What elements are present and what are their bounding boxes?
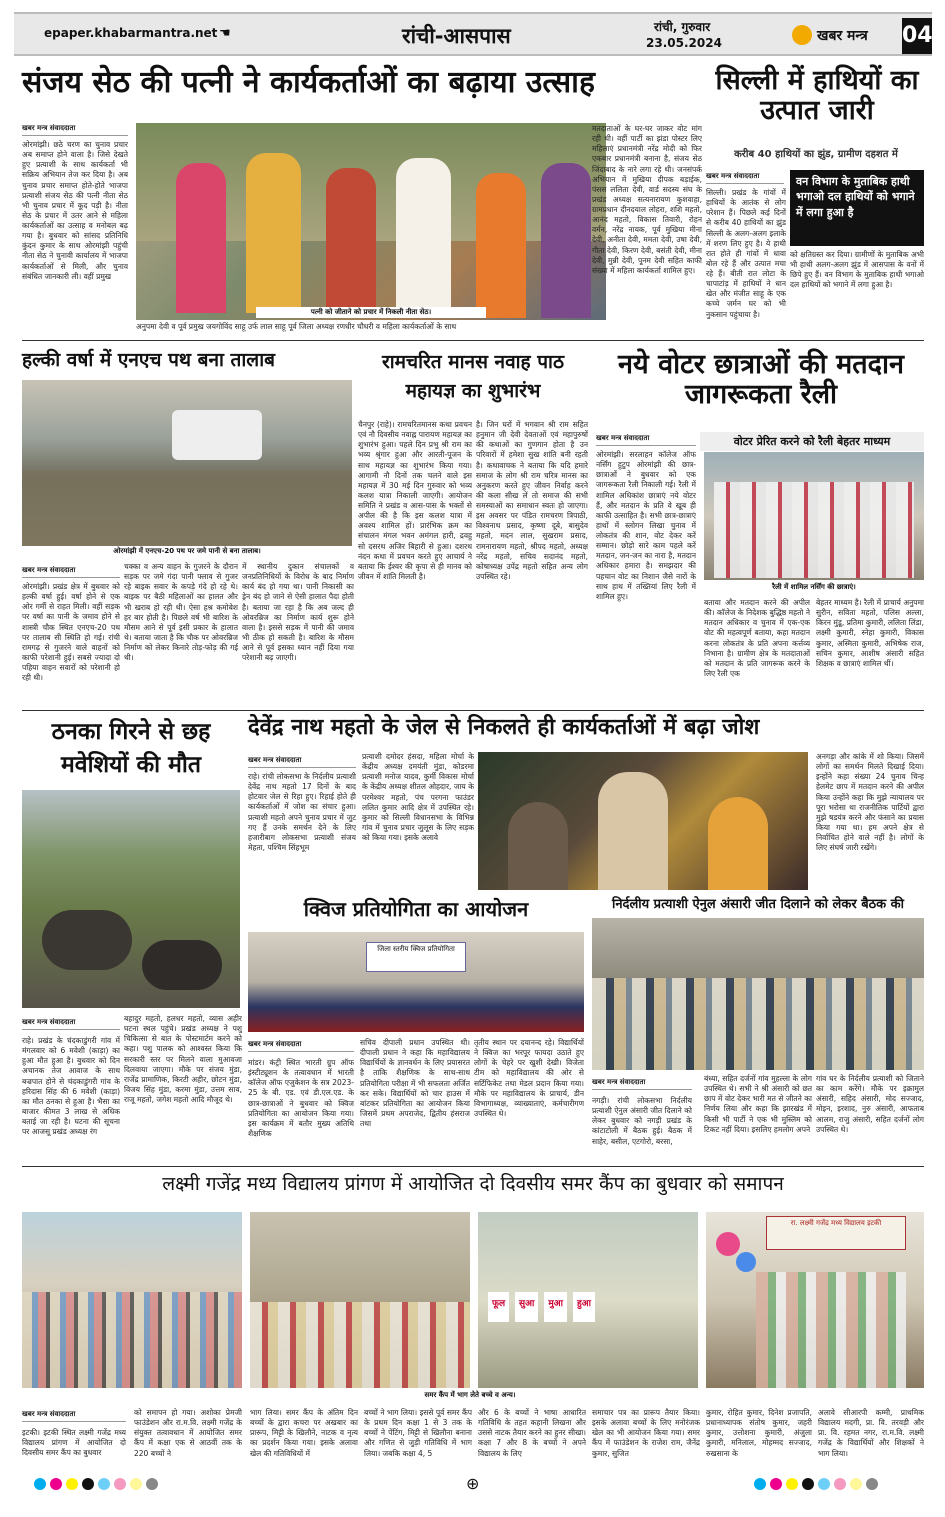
story6-col1: राहे। प्रखंड के चंदकाडुंगरी गांव में मंगलवार को 6 मवेशी (काड़ा) का हुआ मौत हुआ है। बुधवार को दिन अचानक तेज आवाज के साथ बज्रपात होने से चंदकाडुंगरी गांव के हरिदास सिंह की 6 मवेशी (काड़ा) का मौत ठनका से हुआ है। भैसा का बाजार कीमत 3 लाख से अधिक बताई जा रही है। घटना की सूचना पर आजसू प्रखंड अध्यक्ष रंग bbox=[22, 1036, 120, 1137]
story7-headline: देवेंद्र नाथ महतो के जेल से निकलते ही कार्यकर्ताओं में बढ़ा जोश bbox=[248, 715, 760, 740]
story9-col2: बंध्या, सहित दर्जनों गांव मुहल्ला के लोग उपस्थित थे। सभी ने श्री अंसारी को छत छाप में वोट देकर भारी मत से जीतने का निर्णय लिया और कहा कि झारखंड में किसी भी पार्टी ने एक भी मुस्लिम को टिकट नहीं दिया। इसलिए हमलोग अपने bbox=[704, 1074, 812, 1134]
story10-sign-2: सुआ bbox=[515, 1292, 538, 1322]
story1-col3: मतदाताओं के घर-घर जाकर वोट मांग रही थी। वहीं पार्टी का झंडा पोस्टर लिए महिलाएं प्रधानमंत्री नरेंद्र मोदी को फिर एकबार प्रधानमंत्री बनाना है, संजय सेठ जिंदाबाद के नारे लगा रहे थी। जनसंपर्क अभियान में मुखिया दीपक बड़ाईक, पंसस ललिता देवी, वार्ड सदस्य संघ के प्रखंड अध्यक्ष सत्यनारायण कुशवाहा, ग्रामप्रधान दीनदयाल लोहरा, शशि महतो, आनंद महतो, विकास तिवारी, रोहन वर्मन, नरेंद्र नायक, पूर्व मुखिया मीना देवी, अनीता देवी, ममता देवी, उषा देवी, गीता देवी, किरण देवी, बसंती देवी, मीना देवी, मुन्नी देवी, पूनम देवी सहित काफी संख्या में महिला कार्यकर्ता शामिल हुए। bbox=[592, 124, 702, 275]
story2-byline: खबर मन्त्र संवाददाता bbox=[706, 172, 784, 184]
masthead bbox=[14, 12, 932, 56]
story9-byline: खबर मन्त्र संवाददाता bbox=[592, 1078, 692, 1090]
story5-headline: नये वोटर छात्राओं की मतदान जागरूकता रैली bbox=[618, 349, 904, 410]
section-title: रांची-आसपास bbox=[402, 24, 511, 48]
story10-col6: समाचार पत्र का प्रारूप तैयार किया। इसके अलावा बच्चों के लिए मनोरंजक खेल का भी आयोजन किया गया। समर कैंप में फाउंडेशन के राजेश राम, जैनेंद्र कुमार, सुजित bbox=[592, 1408, 700, 1458]
story10-headline: लक्ष्मी गजेंद्र मध्य विद्यालय प्रांगण में आयोजित दो दिवसीय समर कैंप का बुधवार को समापन bbox=[162, 1173, 784, 1195]
story10-photo-2 bbox=[250, 1212, 470, 1388]
story3-photo bbox=[22, 380, 352, 546]
color-dots-right bbox=[754, 1478, 878, 1490]
story10-col5: और 6 के बच्चों ने भाषा आधारित गतिविधि के तहत कहानी लिखना और उससे नाटक तैयार करने का हुनर सीखा। कक्षा 7 और 8 के बच्चों ने अपने विद्यालय के लिए bbox=[478, 1408, 586, 1458]
edition-date: 23.05.2024 bbox=[646, 36, 722, 50]
story10-caption: समर कैंप में भाग लेते बच्चे व अन्य। bbox=[330, 1390, 610, 1401]
story10-sign-3: मुआ bbox=[544, 1292, 567, 1322]
story8-col2: सचिव दीपाली प्रधान उपस्थित थी। दीपाली प्रधान ने कहा कि महाविद्यालय विद्यार्थियों के ज्ञानवर्धन के लिए प्रयासरत है ताकि शैक्षणिक के साथ-साथ प्रतियोगिता परीक्षा में भी सफलता अर्जित कर सके। विद्यार्थियों को चार हाउस में बांटकर प्रतियोगिता का आयोजन किया जिसमें प्रथम अपराजेद, द्वितीय हंसराज तथा bbox=[360, 1038, 470, 1128]
story9-col1: नगड़ी। रांची लोकसभा निर्दलीय प्रत्याशी ऐनुल अंसारी जीत दिलाने को लेकर बुधवार को नगड़ी प्रखंड के कांटाटोली में बैठक हुई। बैठक में साहेर, बसील, एटगोरो, बरसा, bbox=[592, 1096, 692, 1146]
story10-col3: भाग लिया। समर कैंप के अंतिम दिन बच्चों के द्वारा कचरा पर अखबार का प्रारूप, मिट्टी के खिलौने, नाटक व नृत्य का प्रदर्शन किया गया। इसके अलावा खेल की गतिविधियों में bbox=[250, 1408, 358, 1458]
story5-col2: बताया और मतदान करने की अपील की। कॉलेज के निदेशक बुद्धिष्ठ महतो ने मतदान अधिकार व चुनाव में एक-एक वोट की महत्वपूर्ण बताया, कहा मतदान करना लोकतंत्र के प्रति अपना कर्त्तव्य निभाना है। ग्रामीण क्षेत्र के मतदाताओं को मतदान के प्रति जागरूक करने के लिए रैली एक bbox=[704, 598, 810, 678]
story3-col1: ओरमांझी। प्रखंड क्षेत्र में बुधवार को हल्की वर्षा हुई। वर्षा होने से एक ओर गर्मी से राहत मिली। वहीं सड़क पर वर्षा का पानी के जमाव होने से शास्त्री चौक स्थित एनएच-20 पथ पर तालाब सी स्थिति हो गई। रांची रामगढ़ से गुजरने वाले वाहनों को काफी परेशानी हुई। सबसे ज्यादा दो पहिया वाहन सवारों को परेशानी हो रही थी। bbox=[22, 582, 120, 683]
story5-photo bbox=[704, 452, 924, 580]
story2-highlight-text: वन विभाग के मुताबिक हाथी भगाओ दल हाथियों को भगाने में लगा हुआ है bbox=[796, 175, 915, 219]
story10-col4: बच्चों ने भाग लिया। इससे पूर्व समर कैंप के प्रथम दिन कक्षा 1 से 3 तक के बच्चों ने पेंटिंग, मिट्टी से खिलौना बनाना और गणित से जुड़ी गतिविधि में भाग लिया। जबकि कक्षा 4, 5 bbox=[364, 1408, 472, 1458]
story6-byline: खबर मन्त्र संवाददाता bbox=[22, 1018, 120, 1030]
color-dots-left bbox=[34, 1478, 158, 1490]
brand-logo-icon bbox=[792, 25, 812, 45]
story5-col1: ओरमांझी। सरलाहन कॉलेज ऑफ नर्सिंग हुटुप ओरमांझी की छात्र-छात्राओं ने बुधवार को एक जागरूकता रैली निकाली गई। रैली में शामिल अधिकांश छात्राएं नये वोटर हैं, और मतदान के प्रति वे खूब ही काफी उत्साहित है। सभी छात्र-छात्राएं हाथों में स्लोगन लिखा चुनाव में लोकतंत्र की शान, वोट देकर करें सम्मान। छोड़ो सारे काम पहले करें मतदान, जन-जन का नारा है, मतदान अधिकार हमारा है। समझदार की पहचान वोट का निशान जैसे नारों के साथ हाथ में तख्तियां लिए रैली में शामिल हुए। bbox=[596, 450, 696, 601]
story1-bottom-line: अनुपमा देवी व पूर्व प्रमुख जयगोविंद साहू उर्फ लाल साहू पूर्व जिला अध्यक्ष रणधीर चौधरी व महिला कार्यकर्ताओं के साथ bbox=[136, 322, 457, 331]
story2-headline: सिल्ली में हाथियों का उत्पात जारी bbox=[715, 65, 919, 126]
page-number: 04 bbox=[902, 18, 932, 54]
divider-1 bbox=[22, 340, 924, 341]
story10-photo-3 bbox=[478, 1212, 698, 1388]
story5-caption: रैली में शामिल नर्सिंग की छात्राएं। bbox=[704, 582, 924, 593]
story6-photo bbox=[22, 790, 240, 1008]
divider-3 bbox=[22, 1166, 924, 1167]
story10-school-banner-text: रा. लक्ष्मी गजेंद्र मध्य विद्यालय इटकी bbox=[790, 1219, 882, 1227]
story10-sign-4: हुआ bbox=[573, 1292, 595, 1322]
story1-headline: संजय सेठ की पत्नी ने कार्यकर्ताओं का बढ़ाया उत्साह bbox=[22, 65, 595, 100]
story6-headline: ठनका गिरने से छह मवेशियों की मौत bbox=[51, 719, 211, 779]
story7-col3: अनगड़ा और कांके में शो किया। जिसमें लोगों का समर्थन मिलते दिखाई दिया। इन्होंने कहा संख्या 24 चुनाव चिन्ह हेलमेट छाप में मतदान करने की अपील किया उन्होंने कहा कि मुझे न्यायालय पर पूरा भरोसा था राजनीतिक पार्टियों द्वारा मुझे षडयंत्र करने और फंसाने का प्रयास किया गया था। हम अपने क्षेत्र से निर्वाचित होने वाले नहीं है। लोगों के लिए संघर्ष जारी रखेंगे। bbox=[816, 752, 924, 853]
story8-stage-banner bbox=[366, 942, 466, 972]
story10-col1: इटकी। इटकी स्थित लक्ष्मी गजेंद्र मध्य विद्यालय प्रांगण में आयोजित दो दिवसीय समर कैंप का बुधवार bbox=[22, 1428, 126, 1458]
story10-photo-1 bbox=[22, 1212, 242, 1388]
story10-col8: अलावे सीआरपी कम्मी, प्राथमिक विद्यालय मदगी, प्रा. वि. तरवड़ी और प्रा. वि. रहमत नगर, रा.म.वि. लक्ष्मी गजेंद्र के विद्यार्थियों और शिक्षकों ने भाग लिया। bbox=[818, 1408, 924, 1458]
story7-col1: राहे। रांची लोकसभा के निर्दलीय प्रत्याशी देवेंद्र नाथ महतो 17 दिनों के बाद होटवार जेल से रिहा हुए। रिहाई होते ही कार्यकर्ताओं में जोश का संचार हुआ। प्रत्याशी महतो अपने चुनाव प्रचार में जुट गए हैं उनके समर्थन देने के लिए हजारीबाग लोकसभा प्रत्याशी संजय मेहता, पश्चिम सिंहभूम bbox=[248, 772, 356, 852]
story7-col2: प्रत्याशी दमोदर हंसदा, महिला मोर्चा के केंद्रीय अध्यक्ष दमयंती मुंडा, कोडरमा प्रत्याशी मनोज यादव, कुर्मी विकास मोर्चा के केंद्रीय अध्यक्ष शीतल ओहदार, जाय के परमेश्वर महतो, पंच परगना फाउंडर ललित कुमार आदि क्षेत्र में उपस्थित रहे। कुमार को सिल्ली विधानसभा के विभिन्न गांव में चुनाव प्रचार जुलूस के लिए सड़क को किया गया। इसके अलावे bbox=[362, 752, 474, 842]
story3-col2: चक्का व अन्य वाहन के गुजरने के दौरान सड़क पर जमे गंदा पानी फ्लाव से गुजर रहे बाइक सवार के कपड़े गंदे हो रहे थे। बाइक पर बैठी महिलाओं का हालत और भी खराब हो रही थी। ऐसा हश्र कमोबेश हर बार होती है। पिछले वर्ष भी बारिश के मौसम आने से पूर्व इसी प्रकार के हालात थे। बताया जाता है कि चौक पर ओवरब्रिज निर्माण को लेकर किनारे तोड़-फोड़ की गई थी। bbox=[124, 562, 238, 663]
story5-col3: बेहतर माध्यम है। रैली में प्राचार्य अनुपमा सुरीन, सविता महतो, पलिस अल्ला, किरन मुंडू, प्रतिमा कुमारी, ललिता लिंडा, लक्ष्मी कुमारी, स्नेहा कुमारी, विकास कुमार, अस्मिता कुमारी, अभिषेक राज, सचिन कुमार, आशीष अंसारी सहित शिक्षक व छात्राएं शामिल थीं। bbox=[816, 598, 924, 668]
registration-strip bbox=[14, 1474, 932, 1494]
story7-photo bbox=[478, 752, 808, 890]
url-text[interactable]: epaper.khabarmantra.net bbox=[44, 26, 218, 40]
story3-byline: खबर मन्त्र संवाददाता bbox=[22, 566, 120, 578]
story1-photo bbox=[136, 123, 606, 320]
registration-crosshair-icon: ⊕ bbox=[466, 1474, 480, 1493]
story1-byline: खबर मन्त्र संवाददाता bbox=[22, 124, 128, 136]
story3-headline: हल्की वर्षा में एनएच पथ बना तालाब bbox=[22, 349, 275, 371]
story2-highlight-box bbox=[790, 170, 924, 246]
story10-sign-1: फूल bbox=[488, 1292, 509, 1322]
story4-headline: रामचरित मानस नवाह पाठ महायज्ञ का शुभारंभ bbox=[381, 351, 565, 402]
story8-headline: क्विज प्रतियोगिता का आयोजन bbox=[303, 897, 529, 921]
story2-body2: को क्षतिग्रस्त कर दिया। ग्रामीणों के मुताबिक अभी भी हाथी अलग-अलग झुंड में आसपास के वनों में छिपे हुए हैं। वन विभाग के मुताबिक हाथी भगाओ दल हाथियों को भगाने में लगा हुआ है। bbox=[790, 250, 924, 290]
story9-photo bbox=[592, 918, 924, 1070]
story3-caption: ओरमांझी में एनएच-20 पथ पर जमे पानी से बना तालाब। bbox=[22, 546, 352, 557]
city-day: रांची, गुरुवार bbox=[654, 20, 711, 34]
story4-col2: है। जिन घरों में भगवान श्री राम सहित हनुमान जी देवी देवताओं एवं महापुरुषों की कथाओं का गुणगान होता है उन परिवारों में हमेशा सुख शांति बनी रहती है। कथावाचक ने बताया कि यदि हमारे समाज के लोग श्री राम चरित्र मानस का अनुकरण करते हुए जीवन निर्वाह करने की कला सीख लें तो समाज की सभी समस्याओं का समाधान स्वतः हो जाएगा। इस अवसर पर पंडित रामचरण त्रिपाठी, विश्वनाथ प्रसाद, कृष्णा दूबे, बासुदेव महतो, मदन लाल, सुखराम प्रसाद, रामनारायण महतो, श्रीपद महतो, अध्यक्ष नरेंद्र महतो, सचिव सदानंद महतो, कोषाध्यक्ष उपेंद्र महतो सहित अन्य लोग उपस्थित रहे। bbox=[476, 420, 588, 581]
story1-caption: पत्नी को जीताने को प्रचार में निकली नीता सेठ। bbox=[256, 307, 486, 318]
story10-col2: को समापन हो गया। अशोका प्रेमजी फाउंडेशन और रा.म.वि. लक्ष्मी गजेंद्र के संयुक्त तत्वावधान में आयोजित समर कैंप में कक्षा एक से आठवीं तक के 220 बच्चों ने bbox=[134, 1408, 242, 1458]
story8-col1: मांडर। कंट्री स्थित भारती ग्रुप ऑफ इंस्टीट्यूशन के तत्वावधान में भारती कॉलेज ऑफ एजुकेशन के सत्र 2023-25 के बी. एड. एवं डी.एल.एड. के छात्र-छात्राओं ने बुधवार को क्विज प्रतियोगिता का आयोजन किया गया। इस कार्यक्रम में बतौर मुख्य अतिथि शैक्षणिक bbox=[248, 1058, 354, 1138]
cursor-icon: ☚ bbox=[219, 26, 231, 41]
brand-name: खबर मन्त्र bbox=[817, 28, 868, 44]
story7-byline: खबर मन्त्र संवाददाता bbox=[248, 756, 356, 768]
story6-col2: बहादुर महतो, हलधर महतो, व्यास अहीर घटना स्थल पहुंचे। प्रखंड अध्यक्ष ने पशु चिकित्सा से बात के पोस्टमार्टम करने को कहा। पशु पालक को आश्वस्त किया कि सरकारी स्तर पर मिलने वाला मुआवजा दिलवाया जाएगा। मौके पर संजय मुंडा, राजेंद्र प्रामाणिक, किरटी अहीर, छोटन मुंडा, विजय सिंह मुंडा, करमा मुंडा, उत्तम साव, राजू महतो, जगेश महतो आदि मौजूद थे। bbox=[124, 1014, 242, 1104]
story2-body1: सिल्ली। प्रखंड के गांवों में हाथियों के आतंक से लोग परेशान हैं। पिछले कई दिनों से करीब 40 हाथियों का झुंड सिल्ली के अलग-अलग इलाके में शरण लिए हुए है। ये हाथी रात होते ही गांवों में धावा बोल रहे हैं और उत्पात मचा रहे हैं। बीती रात लोटा के चापाटांड़ में हाथियों ने धान खेत और मंजीत साहू के एक कच्चे जर्मन घर को भी नुकसान पहुंचाया है। bbox=[706, 188, 786, 319]
story9-headline: निर्दलीय प्रत्याशी ऐनुल अंसारी जीत दिलाने को लेकर बैठक की bbox=[611, 897, 905, 912]
story8-byline: खबर मन्त्र संवाददाता bbox=[248, 1040, 354, 1052]
divider-2 bbox=[22, 710, 924, 711]
story2-subhead: करीब 40 हाथियों का झुंड, ग्रामीण दहशत में bbox=[734, 149, 898, 160]
story8-photo bbox=[248, 932, 584, 1032]
story1-col1: ओरमांझी। छठे चरण का चुनाव प्रचार अब समाप्त होने वाला है। जिसे देखते हुए प्रत्याशी के साथ कार्यकर्ता भी सक्रिय अभियान तेज कर दिया है। अब चुनाव प्रचार समाप्त होते-होते भाजपा प्रत्याशी संजय सेठ की पत्नी नीता सेठ भी चुनाव प्रचार में कूद पड़ी है। नीता सेठ के प्रचार में उतर आने से महिला कार्यकर्ताओं का उत्साह व मनोबल बढ़ गया है। बुधवार को सांसद प्रतिनिधि कुंदन कुमार के साथ ओरमांझी पहुंची नीता सेठ ने चुनावी कार्यालय में भाजपा कार्यकर्ताओं से मिली, और चुनाव संबंधित जानकारी ली। वहीं प्रमुख bbox=[22, 140, 128, 281]
story8-col3: तृतीय स्थान पर दयानन्द रहे। विद्यार्थियों ने क्विज का भरपूर फायदा उठाते हुए लोगों के चेहरे पर खुशी देखी। विजेता टीम को महाविद्यालय की ओर से सर्टिफिकेट तथा मेडल प्रदान किया गया। मौके पर महाविद्यालय के प्राचार्य, डीन विभागाध्यक्ष, व्याख्याताएं, कर्मचारीगण उपस्थित थे। bbox=[474, 1038, 584, 1118]
story10-photo-4 bbox=[706, 1212, 924, 1388]
story10-school-banner bbox=[766, 1216, 906, 1250]
story5-byline: खबर मन्त्र संवाददाता bbox=[596, 434, 696, 446]
story4-col1: चैनपुर (राहे)। रामचरितमानस कथा प्रवचन एवं नौ दिवसीय नवाह्न पारायण महायज्ञ का शुभारंभ हुआ। पहले दिन प्रभु श्री राम का भव्य श्रृंगार हुआ और आरती-पूजन के साथ महायज्ञ का शुभारंभ किया गया। आगामी नौ दिनों तक चलने वाले इस महायज्ञ में 30 मई दिन गुरुवार को भव्य कलश यात्रा निकाली जाएगी। आयोजन समिति ने प्रखंड व आस-पास के भक्तों से अपील की है कि इस कलश यात्रा में अवश्य शामिल हों। प्रारंभिक क्रम का संचालन मंगल भवन अमंगल हारी, द्रवहु सो दसरथ अजिर बिहारी से हुआ। दशरथ नंदन कथा में प्रवचन करते हुए आचार्य ने बताया कि ईश्वर की कृपा से ही मानव को जीवन में शांति मिलती है। bbox=[358, 420, 472, 581]
story3-col3: में स्थानीय दुकान संचालकों व जनप्रतिनिधियों के विरोध के बाद निर्माण कार्य बंद हो गया था। पानी निकासी का ड्रेन बंद हो जाने से ऐसी हालात पैदा होती है। बताया जा रहा है कि अब जल्द ही ओवरब्रिज का निर्माण कार्य शुरू होने वाला है। इससे सड़क में पानी की जमाव भी ठीक हो सकती है। बारिश के मौसम आने से पूर्व इसका ध्यान नहीं दिया गया परेशानी बढ़ जाएगी। bbox=[242, 562, 354, 663]
story10-col7: कुमार, रोहित कुमार, दिनेश प्रजापति, प्रधानाध्यापक संतोष कुमार, जहरी कुमार, उत्तोशना कुमारी, अंजुला कुमारी, मनिलाल, मोहम्मद सज्जाद, रुखसाना के bbox=[706, 1408, 812, 1458]
story5-subhead: वोटर प्रेरित करने को रैली बेहतर माध्यम bbox=[700, 432, 924, 451]
story10-byline: खबर मन्त्र संवाददाता bbox=[22, 1410, 126, 1422]
story9-col3: गांव घर के निर्दलीय प्रत्याशी को जिताने का काम करेंगे। मौके पर इक्रामुल अंसारी, सहिद अंसारी, मोद सज्जाद, मोइन, इरशाद, नुरु अंसारी, आफताब आलम, राजु अंसारी, सहित दर्जनों लोग उपस्थित थे। bbox=[816, 1074, 924, 1134]
story8-banner-text: जिला स्तरीय क्विज प्रतियोगिता bbox=[377, 945, 455, 953]
